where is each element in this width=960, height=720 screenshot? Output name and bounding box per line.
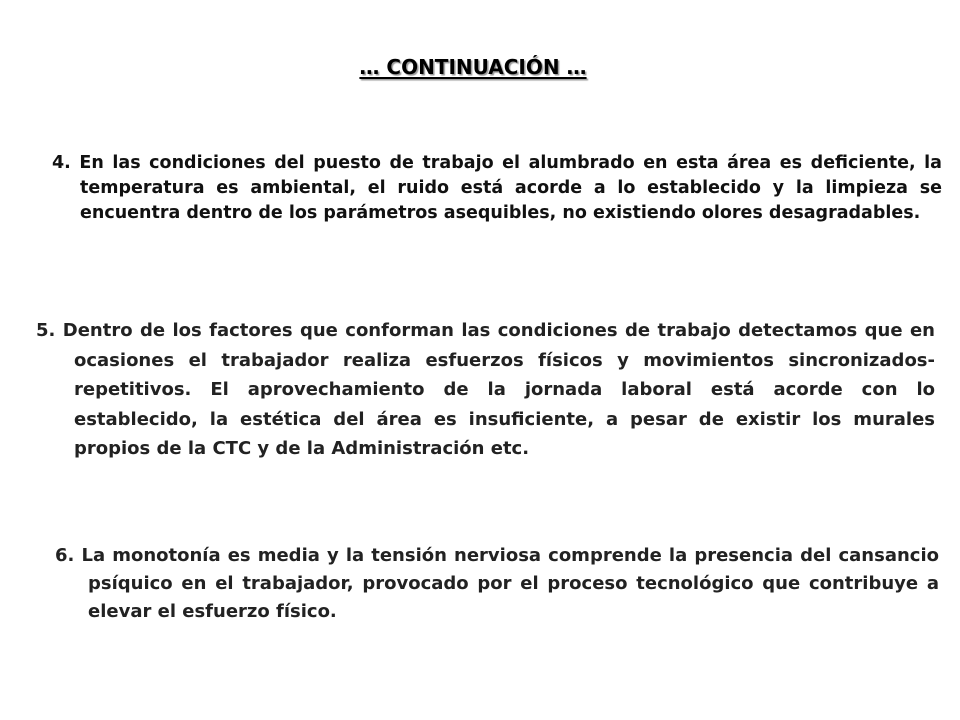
paragraph-5 [36,316,935,464]
paragraph-number: 6. [55,545,75,566]
paragraph-number: 5. [36,320,56,341]
paragraph-text: Dentro de los factores que conforman las condiciones de trabajo detectamos que en ocasiones el trabajador realiza esfuerzos físicos y movimientos sincronizados-repetitivos. El aprovechamiento de la jornada laboral está acorde con lo establecido, la estética del área es insuficiente, a pesar de existir los murales propios de la CTC y de la Administración etc. [62,320,935,459]
paragraph-6 [55,542,939,626]
paragraph-text: En las condiciones del puesto de trabajo el alumbrado en esta área es deficiente, la temperatura es ambiental, el ruido está acorde a lo establecido y la limpieza se encuentra dentro de los parámetros asequibles, no existiendo olores desagradables. [79,153,942,223]
page-title: … CONTINUACIÓN … [359,55,587,79]
paragraph-4 [52,151,942,226]
paragraph-text: La monotonía es media y la tensión nerviosa comprende la presencia del cansancio psíquico en el trabajador, provocado por el proceso tecnológico que contribuye a elevar el esfuerzo físico. [81,545,939,622]
paragraph-number: 4. [52,153,71,173]
